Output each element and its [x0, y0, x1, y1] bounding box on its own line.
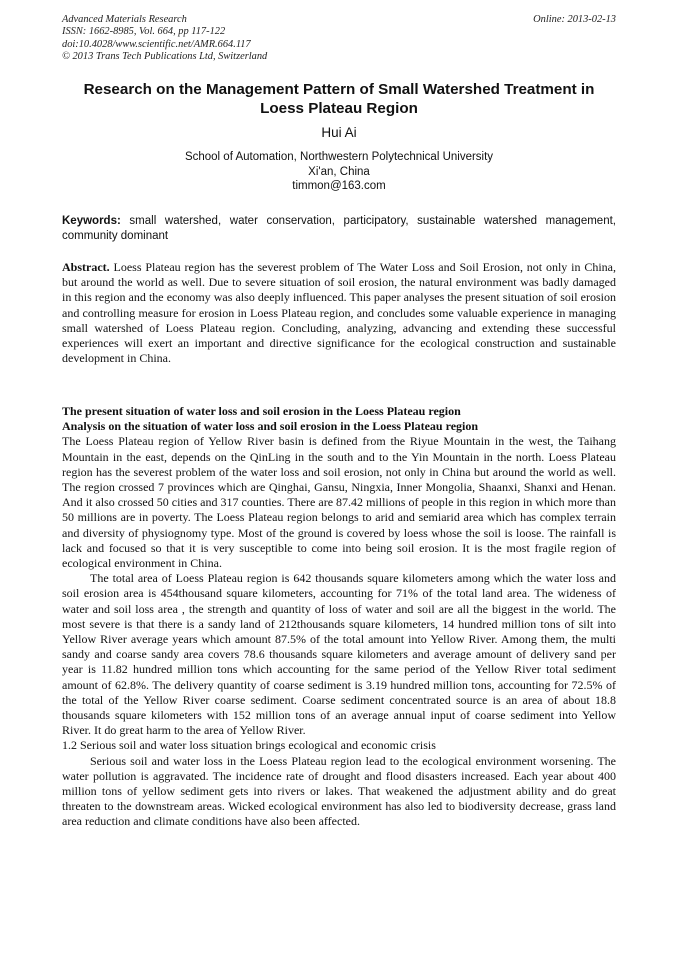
- body-paragraph: Serious soil and water loss in the Loess Plateau region lead to the ecological environment worsening. The water pollution is aggravated. The incidence rate of drought and flood disasters increased. Each year about 400 million tons of yellow sediment gets into rivers or lakes. That weakened the adjustment ability and do great threaten to the downstream areas. Wicked ecological environment has also led to biodiversity decrease, grass land area reduction and climate conditions have also been affected.: [62, 753, 616, 829]
- abstract-label: Abstract.: [62, 260, 110, 274]
- doi-line: doi:10.4028/www.scientific.net/AMR.664.117: [62, 38, 251, 50]
- author-email: timmon@163.com: [292, 180, 386, 192]
- keywords-text: small watershed, water conservation, participatory, sustainable watershed management, community dominant: [62, 215, 616, 242]
- affiliation: [62, 150, 616, 194]
- publication-header: [62, 14, 616, 64]
- abstract-block: [62, 260, 616, 366]
- section-heading: The present situation of water loss and soil erosion in the Loess Plateau region: [62, 404, 461, 418]
- copyright-line: © 2013 Trans Tech Publications Ltd, Switzerland: [62, 51, 268, 63]
- keywords-block: [62, 214, 616, 244]
- abstract-text: Loess Plateau region has the severest problem of The Water Loss and Soil Erosion, not only in China, but around the world as well. Due to severe situation of soil erosion, the natural environment was badly damaged in this region and the economy was also deeply influenced. This paper analyses the present situation of soil erosion and controlling measure for erosion in Loess Plateau region, and concludes some valuable experience in managing small watershed of Loess Plateau region. Concluding, analyzing, advancing and extending these successful experiences will exert an important and directive significance for the ecological construction and sustainable development in China.: [62, 260, 616, 366]
- affiliation-institution: School of Automation, Northwestern Polytechnical University: [184, 151, 494, 163]
- author-name: Hui Ai: [321, 125, 357, 140]
- subsection-heading: Analysis on the situation of water loss and soil erosion in the Loess Plateau region: [62, 419, 479, 434]
- keywords-label: Keywords:: [62, 215, 121, 227]
- journal-name: Advanced Materials Research: [62, 14, 187, 25]
- online-date: Online: 2013-02-13: [533, 14, 616, 25]
- paper-title: Research on the Management Pattern of Small Watershed Treatment in Loess Plateau Region: [83, 81, 595, 117]
- subsection-heading-2: 1.2 Serious soil and water loss situation brings ecological and economic crisis: [62, 738, 436, 753]
- body-text: [62, 404, 616, 830]
- affiliation-location: Xi'an, China: [308, 165, 370, 178]
- issn-line: ISSN: 1662-8985, Vol. 664, pp 117-122: [62, 26, 226, 38]
- body-paragraph: The total area of Loess Plateau region is 642 thousands square kilometers among which the water loss and soil erosion area is 454thousand square kilometers, accounting for 71% of the total land area. The wideness of water and soil loss area , the strength and quantity of loss of water and soil are all the biggest in the world. The most severe is that there is a sandy land of 212thousands square kilometers, 14 hundred million tons of silt into Yellow River average years which amount 87.5% of the total amount into Yellow River. Among them, the multi sandy and coarse sandy area covers 78.6 thousands square kilometers and average amount of delivery sand per year is 11.82 hundred million tons which accounting for the same period of the Yellow River total sediment amount of 62.8%. The delivery quantity of coarse sediment is 3.19 hundred million tons, accounting for 72.5% of the total of the Yellow River coarse sediment. Coarse sediment concentrated source is an area of about 18.8 thousands square kilometers with 152 million tons of an average annual input of coarse sediment into Yellow River. It do great harm to the area of Yellow River.: [62, 571, 616, 738]
- body-paragraph: The Loess Plateau region of Yellow River basin is defined from the Riyue Mountain in the west, the Taihang Mountain in the east, depends on the QinLing in the south and to the Yin Mountain in the north. Loess Plateau region has the severest problem of the water loss and soil erosion, not only in China but around the world as well. The region crossed 7 provinces which are Qinghai, Gansu, Ningxia, Inner Mongolia, Shaanxi, Shanxi and Henan. And it also crossed 50 cities and 317 counties. There are 87.42 millions of people in this region in which more than 50 millions are in poverty. The Loess Plateau region belongs to arid and semiarid area which has complex terrain and diversity of physiognomy type. Most of the ground is covered by loess whose the soil is loose. The rainfall is lack and focused so that it is very susceptible to come into being soil erosion. It is the most fragile region of ecological environment in China.: [62, 434, 616, 571]
